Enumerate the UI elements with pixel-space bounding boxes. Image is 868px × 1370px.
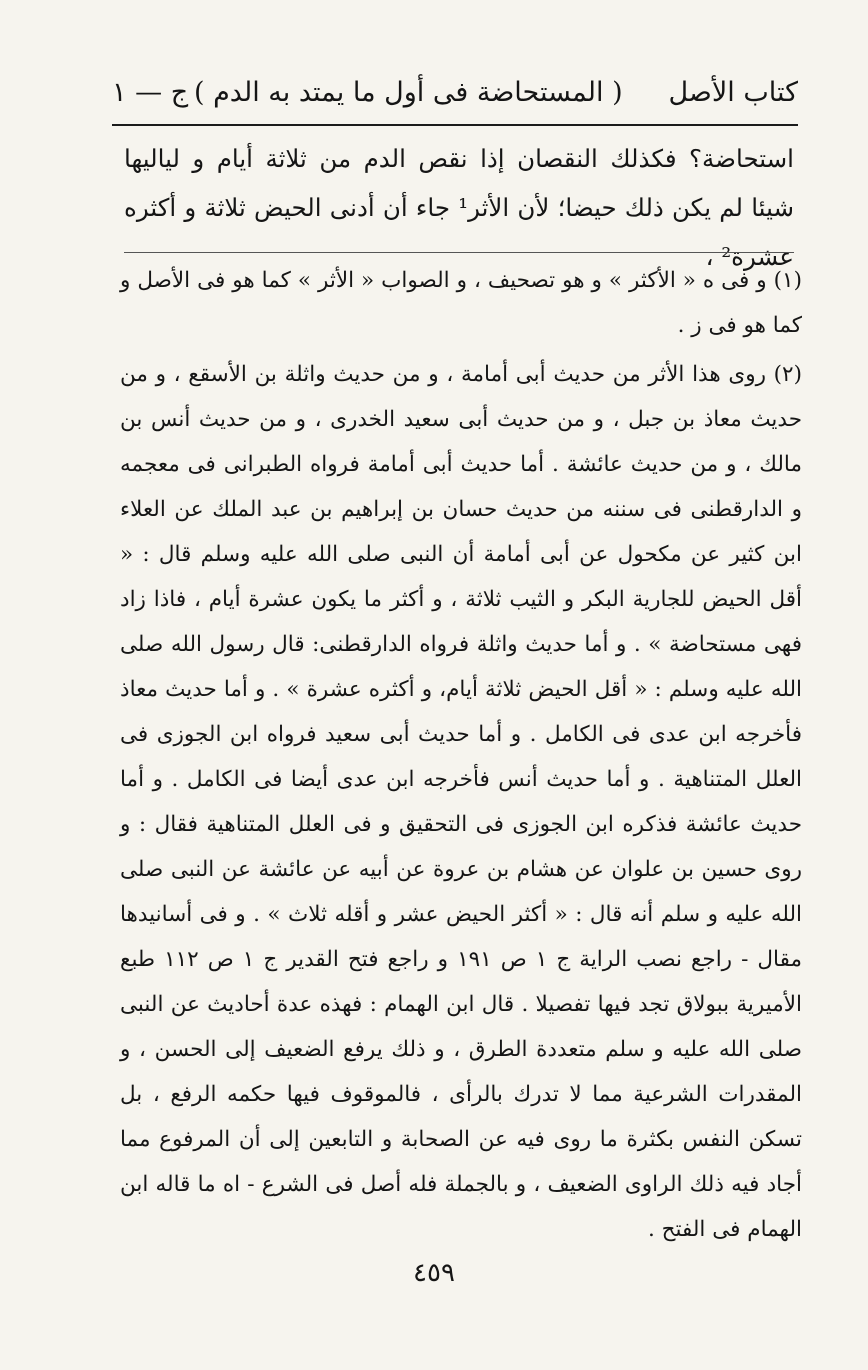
header-rule <box>112 124 798 126</box>
footnote-2: (٢) روى هذا الأثر من حديث أبى أمامة ، و من حديث واثلة بن الأسقع ، و من حديث معاذ بن جبل ، و من حديث أبى سعيد الخدرى ، و من حديث أنس بن مالك ، و من حديث عائشة . أما حديث أبى أمامة فرواه الطبرانى فى معجمه و الدارقطنى فى سننه من حديث حسان بن إبراهيم بن عبد الملك عن العلاء ابن كثير عن مكحول عن أبى أمامة أن النبى صلى الله عليه وسلم قال : « أقل الحيض للجارية البكر و الثيب ثلاثة ، و أكثر ما يكون عشرة أيام ، فاذا زاد فهى مستحاضة » . و أما حديث واثلة فرواه الدارقطنى: قال رسول الله صلى الله عليه وسلم : « أقل الحيض ثلاثة أيام، و أكثره عشرة » . و أما حديث معاذ فأخرجه ابن عدى فى الكامل . و أما حديث أبى سعيد فرواه ابن الجوزى فى العلل المتناهية . و أما حديث أنس فأخرجه ابن عدى أيضا فى الكامل . و أما حديث عائشة فذكره ابن الجوزى فى التحقيق و فى العلل المتناهية فقال : و روى حسين بن علوان عن هشام بن عروة عن أبيه عن عائشة عن النبى صلى الله عليه و سلم أنه قال : « أكثر الحيض عشر و أقله ثلاث » . و فى أسانيدها مقال - راجع نصب الراية ج ١ ص ١٩١ و راجع فتح القدير ج ١ ص ١١٢ طبع الأميرية ببولاق تجد فيها تفصيلا . قال ابن الهمام : فهذه عدة أحاديث عن النبى صلى الله عليه و سلم متعددة الطرق ، و ذلك يرفع الضعيف إلى الحسن ، و المقدرات الشرعية مما لا تدرك بالرأى ، فالموقوف فيها حكمه الرفع ، بل تسكن النفس بكثرة ما روى فيه عن الصحابة و التابعين إلى أن المرفوع مما أجاد فيه ذلك الراوى الضعيف ، و بالجملة فله أصل فى الشرع - اه ما قاله ابن الهمام فى الفتح . <box>120 362 802 1242</box>
chapter-title: ( المستحاضة فى أول ما يمتد به الدم ) <box>193 76 623 108</box>
footnote-1: (١) و فى ه « الأكثر » و هو تصحيف ، و الصواب « الأثر » كما هو فى الأصل و كما هو فى ز . <box>120 268 802 338</box>
volume-number: ج — ١ <box>112 76 189 108</box>
footnote-separator <box>124 252 794 253</box>
running-header <box>112 66 798 118</box>
book-title: كتاب الأصل <box>668 76 798 108</box>
page-number: ٤٥٩ <box>413 1258 455 1288</box>
main-paragraph: استحاضة؟ فكذلك النقصان إذا نقص الدم من ثلاثة أيام و لياليها شيئا لم يكن ذلك حيضا؛ لأن الأثر¹ جاء أن أدنى الحيض ثلاثة و أكثره عشرة² ، <box>124 144 794 271</box>
footnotes-block <box>120 258 802 1252</box>
